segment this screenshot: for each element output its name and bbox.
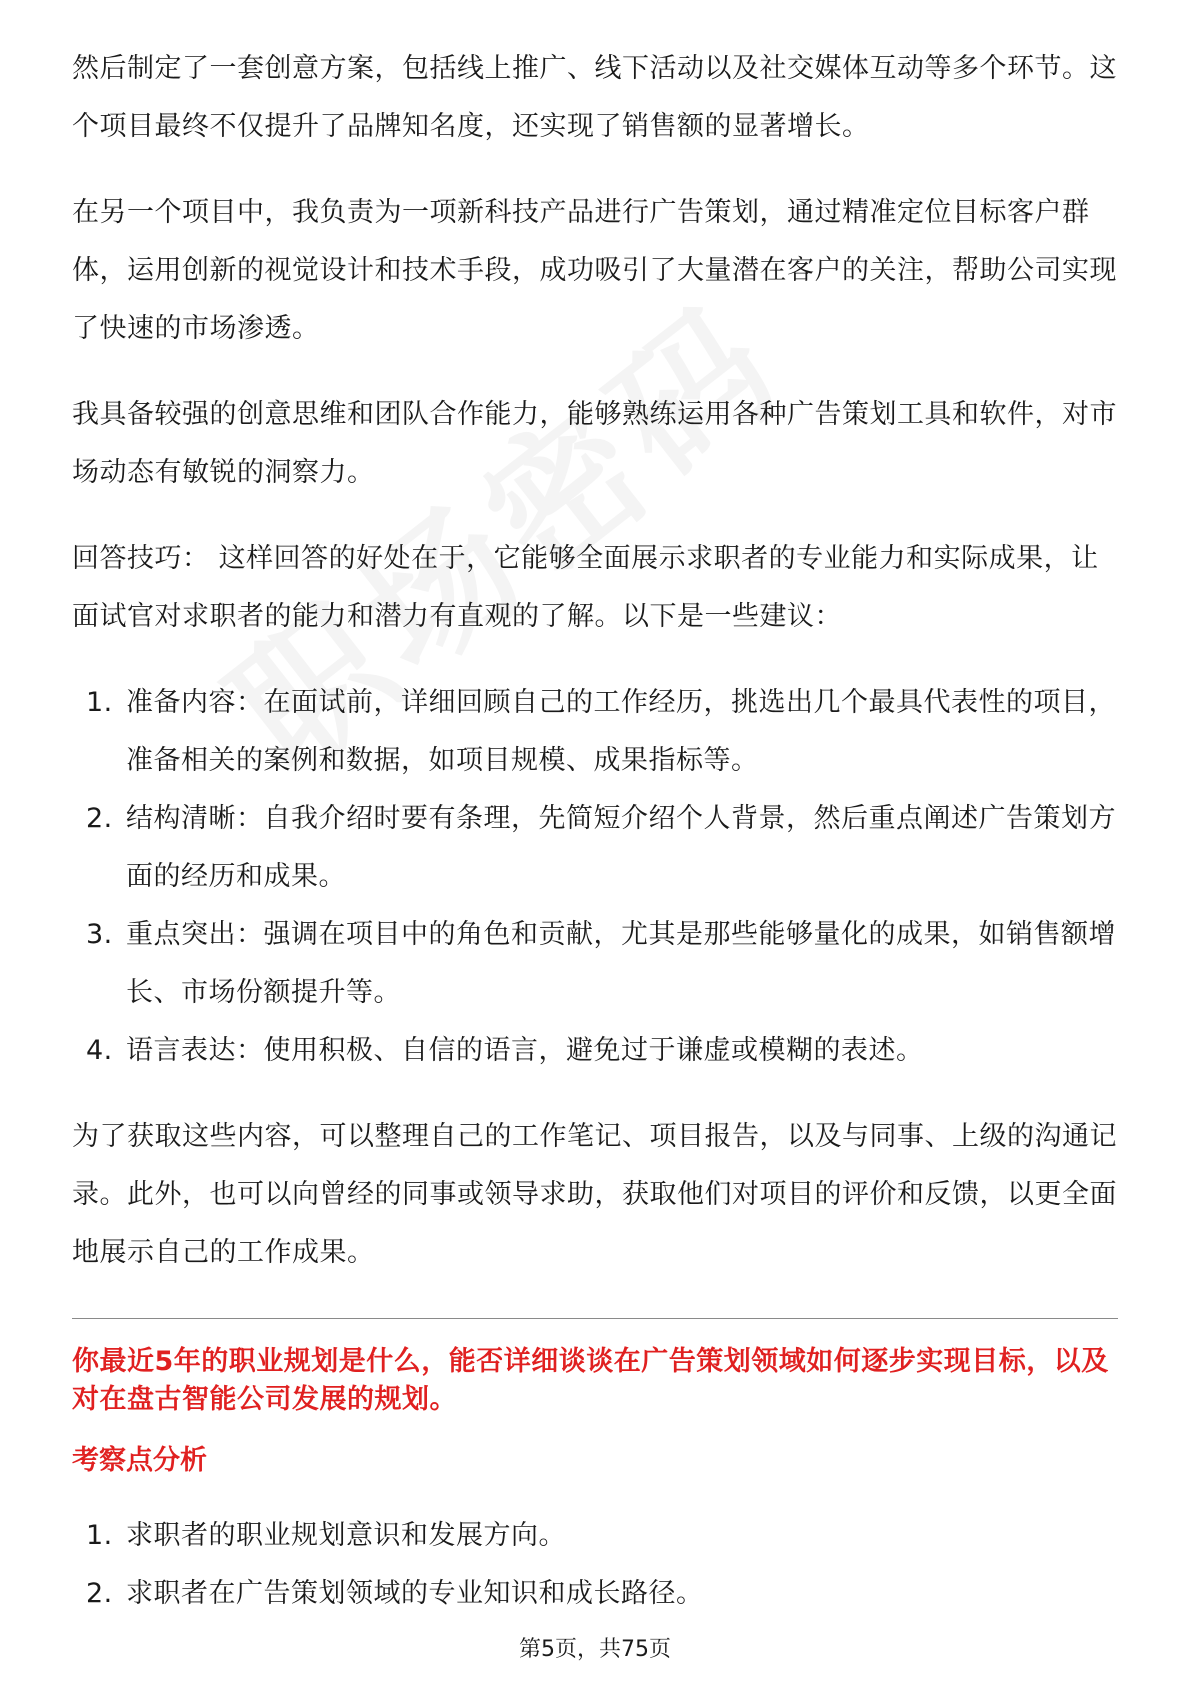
list-number: 1. [86,687,113,718]
list-number: 3. [86,919,113,950]
list-text: 重点突出：强调在项目中的角色和贡献，尤其是那些能够量化的成果，如销售额增长、市场份额提升等。 [126,919,1116,1008]
section-divider [72,1318,1118,1319]
list-item [72,906,1118,1022]
list-number: 2. [86,1578,113,1609]
tips-list [72,674,1118,1080]
document-page [72,40,1118,1651]
page-number-footer: 第5页，共75页 [519,1637,671,1662]
list-item [72,674,1118,790]
list-item [72,790,1118,906]
list-item [72,1507,1118,1565]
list-text: 求职者在广告策划领域的专业知识和成长路径。 [126,1578,704,1609]
paragraph-gather-content: 为了获取这些内容，可以整理自己的工作笔记、项目报告，以及与同事、上级的沟通记录。此外，也可以向曾经的同事或领导求助，获取他们对项目的评价和反馈，以更全面地展示自己的工作成果。 [72,1121,1117,1268]
list-text: 准备内容：在面试前，详细回顾自己的工作经历，挑选出几个最具代表性的项目，准备相关的案例和数据，如项目规模、成果指标等。 [126,687,1116,776]
list-text: 语言表达：使用积极、自信的语言，避免过于谦虚或模糊的表述。 [126,1035,924,1066]
list-number: 2. [86,803,113,834]
interview-question: 你最近5年的职业规划是什么，能否详细谈谈在广告策划领域如何逐步实现目标，以及对在盘古智能公司发展的规划。 [72,1346,1109,1415]
list-item [72,1565,1118,1623]
paragraph-project-1-end: 然后制定了一套创意方案，包括线上推广、线下活动以及社交媒体互动等多个环节。这个项目最终不仅提升了品牌知名度，还实现了销售额的显著增长。 [72,53,1117,142]
paragraph-project-2: 在另一个项目中，我负责为一项新科技产品进行广告策划，通过精准定位目标客户群体，运用创新的视觉设计和技术手段，成功吸引了大量潜在客户的关注，帮助公司实现了快速的市场渗透。 [72,197,1117,344]
paragraph-abilities: 我具备较强的创意思维和团队合作能力，能够熟练运用各种广告策划工具和软件，对市场动态有敏锐的洞察力。 [72,399,1117,488]
list-number: 1. [86,1520,113,1551]
list-item [72,1022,1118,1080]
list-number: 4. [86,1035,113,1066]
analysis-title: 考察点分析 [72,1445,207,1476]
analysis-list [72,1507,1118,1623]
list-text: 结构清晰：自我介绍时要有条理，先简短介绍个人背景，然后重点阐述广告策划方面的经历和成果。 [126,803,1116,892]
paragraph-answer-tips: 回答技巧： 这样回答的好处在于，它能够全面展示求职者的专业能力和实际成果，让面试官对求职者的能力和潜力有直观的了解。以下是一些建议： [72,543,1099,632]
list-text: 求职者的职业规划意识和发展方向。 [126,1520,566,1551]
